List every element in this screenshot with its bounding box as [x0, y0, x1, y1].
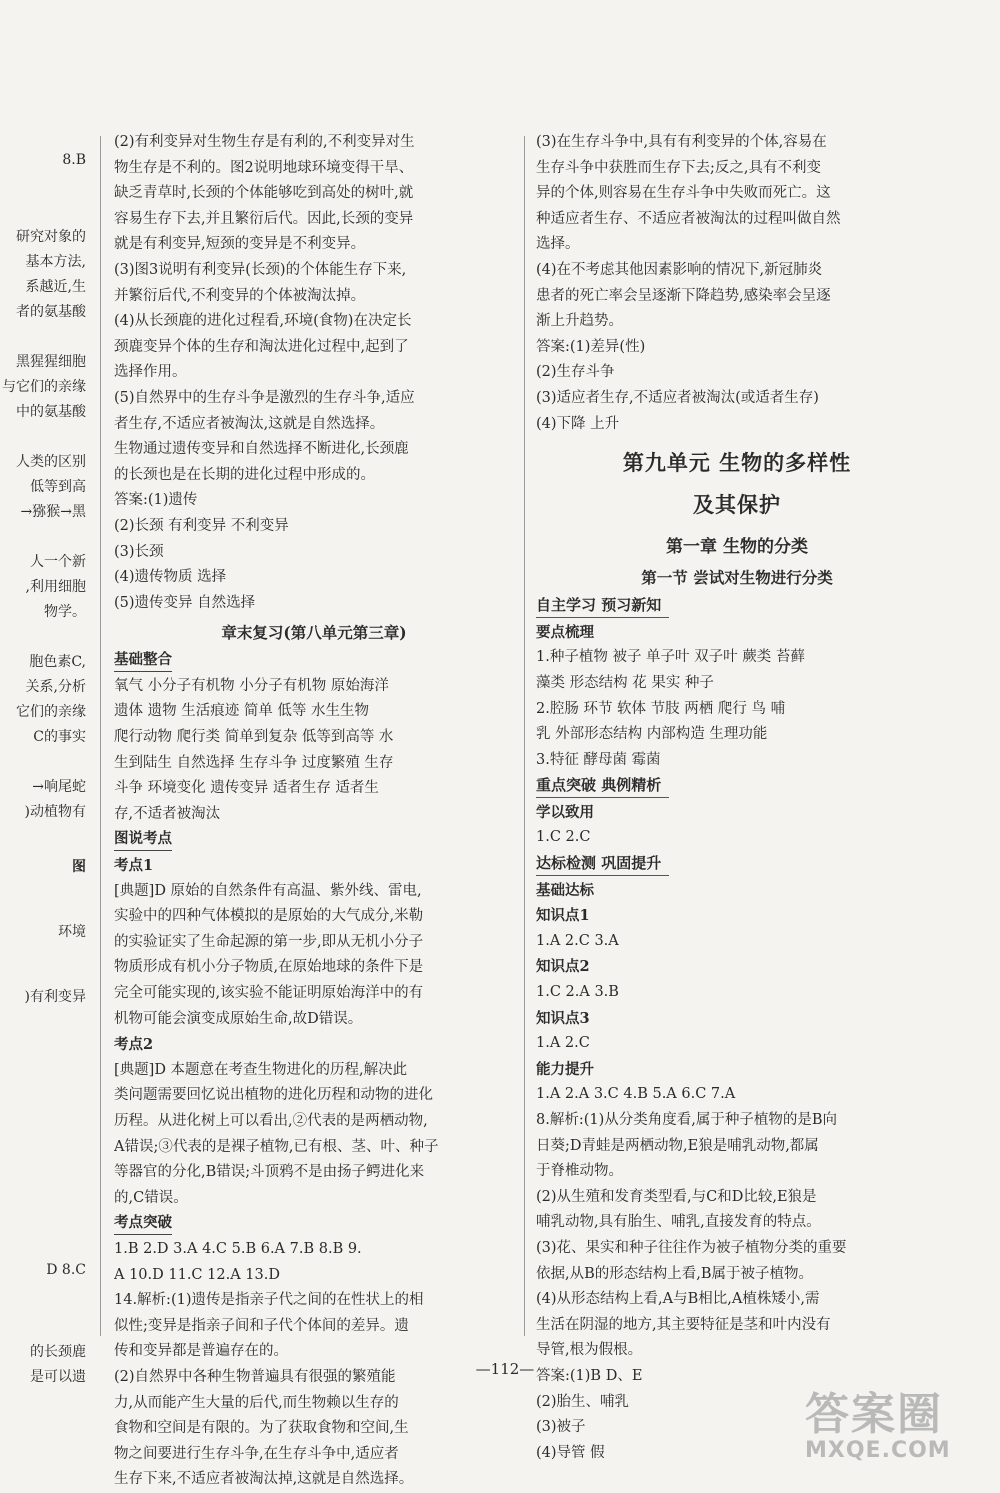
text-line: 藻类 形态结构 花 果实 种子 [536, 674, 714, 691]
text-line: 斗争 环境变化 遗传变异 适者生存 适者生 [114, 780, 379, 797]
text-line: 导管,根为假根。 [536, 1342, 643, 1359]
chapter-review-title: 章末复习(第八单元第三章) [221, 623, 407, 643]
fragment-line: 基本方法, [25, 254, 86, 270]
standard-test-banner: 达标检测 巩固提升 [536, 851, 669, 876]
text-line: 答案:(1)遗传 [114, 492, 198, 509]
fragment-line: )有利变异 [24, 989, 86, 1005]
text-line: [典题]D 本题意在考查生物进化的历程,解决此 [114, 1061, 408, 1078]
ability-improvement-label: 能力提升 [536, 1060, 594, 1078]
text-line: 生存斗争中获胜而生存下去;反之,具有不利变 [536, 159, 821, 176]
middle-column [114, 130, 514, 1493]
fragment-line: 研究对象的 [16, 229, 86, 245]
fragment-line: 人一个新 [30, 554, 86, 570]
text-line: 完全可能实现的,该实验不能证明原始海洋中的有 [114, 985, 424, 1001]
fragment-line: C的事实 [33, 729, 86, 745]
text-line: 14.解析:(1)遗传是指亲子代之间的在性状上的相 [114, 1292, 424, 1309]
text-line: 历程。从进化树上可以看出,②代表的是两栖动物, [114, 1112, 428, 1129]
fragment-line: D 8.C [46, 1262, 86, 1278]
watermark-logo [805, 1389, 990, 1463]
text-line: A 10.D 11.C 12.A 13.D [114, 1266, 280, 1283]
text-line: (2)生存斗争 [536, 364, 615, 381]
text-line: 生活在阴湿的地方,其主要特征是茎和叶内没有 [536, 1316, 831, 1333]
text-line: [典题]D 原始的自然条件有高温、紫外线、雷电, [114, 882, 422, 899]
fragment-line: →响尾蛇 [32, 779, 86, 795]
text-line: 传和变异都是普遍存在的。 [114, 1343, 288, 1360]
kaodian-breakthrough-label: 考点突破 [114, 1211, 172, 1235]
text-line: 食物和空间是有限的。为了获取食物和空间,生 [114, 1420, 409, 1437]
text-line: 实验中的四种气体模拟的是原始的大气成分,米勒 [114, 908, 424, 925]
watermark-text: 答案圈 [805, 1389, 943, 1440]
text-line: 1.B 2.D 3.A 4.C 5.B 6.A 7.B 8.B 9. [114, 1240, 362, 1257]
column-divider-right [524, 136, 525, 1336]
text-line: (2)长颈 有利变异 不利变异 [114, 517, 289, 534]
text-line: (3)被子 [536, 1419, 586, 1436]
unit-title-line-1: 第九单元 生物的多样性 [622, 450, 852, 476]
watermark-url: MXQE.COM [805, 1438, 951, 1463]
key-points-list [536, 645, 938, 773]
text-line: 答案:(1)B D、E [536, 1367, 643, 1384]
knowledge-point-1-answers: 1.A 2.C 3.A [536, 932, 619, 949]
text-line: (5)遗传变异 自然选择 [114, 594, 256, 611]
text-line: A错误;③代表的是裸子植物,已有根、茎、叶、种子 [114, 1138, 439, 1155]
text-line: 物质形成有机小分子物质,在原始地球的条件下是 [114, 959, 424, 976]
text-line: 患者的死亡率会呈逐渐下降趋势,感染率会呈逐 [536, 287, 831, 304]
text-line: (3)图3说明有利变异(长颈)的个体能生存下来, [114, 261, 407, 278]
kaodian-2-label: 考点2 [114, 1036, 154, 1054]
text-line: 爬行动物 爬行类 简单到复杂 低等到高等 水 [114, 729, 394, 746]
basic-integration-label: 基础整合 [114, 648, 172, 672]
knowledge-point-2-label: 知识点2 [536, 958, 590, 976]
fragment-line: 它们的亲缘 [16, 704, 86, 720]
text-line: 渐上升趋势。 [536, 313, 623, 330]
fragment-line: 低等到高 [30, 479, 86, 495]
fragment-line: 胞色素C, [29, 654, 86, 670]
text-line: 者生存,不适应者被淘汰,这就是自然选择。 [114, 415, 385, 432]
fragment-line: 系越近,生 [25, 279, 86, 295]
self-study-banner: 自主学习 预习新知 [536, 593, 669, 618]
text-line: (4)导管 假 [536, 1444, 605, 1461]
unit-title-line-2: 及其保护 [693, 492, 781, 518]
text-line: 1.A 2.A 3.C 4.B 5.A 6.C 7.A [536, 1086, 736, 1103]
text-line: 颈鹿变异个体的生存和淘汰进化过程中,起到了 [114, 338, 409, 355]
text-line: 容易生存下去,并且繁衍后代。因此,长颈的变异 [114, 210, 414, 227]
text-line: 哺乳动物,具有胎生、哺乳,直接发育的特点。 [536, 1214, 821, 1231]
text-line: 日葵;D青蛙是两栖动物,E狼是哺乳动物,都属 [536, 1137, 819, 1154]
apply-learning-answers: 1.C 2.C [536, 829, 591, 846]
text-line: (3)长颈 [114, 543, 164, 560]
fragment-line: 与它们的亲缘 [2, 379, 86, 395]
fragment-line: 的长颈鹿 [30, 1344, 86, 1360]
kaodian-1-text [114, 879, 514, 1033]
text-line: (4)从长颈鹿的进化过程看,环境(食物)在决定长 [114, 313, 412, 330]
fragment-line: 图 [72, 859, 86, 875]
fragment-line: 是可以遗 [30, 1369, 86, 1385]
text-line: 的实验证实了生命起源的第一步,即从无机小分子 [114, 933, 424, 950]
fragment-line: 8.B [62, 152, 86, 168]
text-line: 于脊椎动物。 [536, 1163, 623, 1180]
text-line: 1.种子植物 被子 单子叶 双子叶 蕨类 苔藓 [536, 649, 805, 666]
text-line: 生到陆生 自然选择 生存斗争 过度繁殖 生存 [114, 754, 394, 771]
text-line: 的,C错误。 [114, 1189, 188, 1206]
text-line: 力,从而能产生大量的后代,而生物赖以生存的 [114, 1394, 399, 1411]
text-line: (2)自然界中各种生物普遍具有很强的繁殖能 [114, 1368, 396, 1385]
text-line: (3)花、果实和种子往往作为被子植物分类的重要 [536, 1239, 847, 1256]
text-line: 似性;变异是指亲子间和子代个体间的差异。遗 [114, 1317, 409, 1334]
mid-answer-block [114, 130, 514, 616]
text-line: (3)在生存斗争中,具有有利变异的个体,容易在 [536, 134, 827, 150]
text-line: 缺乏青草时,长颈的个体能够吃到高处的树叶,就 [114, 185, 414, 202]
text-line: 乳 外部形态结构 内部构造 生理功能 [536, 726, 768, 743]
text-line: 等器官的分化,B错误;斗顶鸦不是由扬子鳄进化来 [114, 1164, 425, 1181]
text-line: 生存下来,不适应者被淘汰掉,这就是自然选择。 [114, 1471, 414, 1488]
section-title: 第一节 尝试对生物进行分类 [641, 568, 833, 588]
text-line: 物之间要进行生存斗争,在生存斗争中,适应者 [114, 1445, 399, 1462]
text-line: (3)适应者生存,不适应者被淘汰(或适者生存) [536, 389, 819, 406]
text-line: 选择作用。 [114, 364, 187, 381]
fragment-line: 物学。 [44, 604, 86, 620]
fragment-line: )动植物有 [24, 804, 86, 820]
fragment-line: 人类的区别 [16, 454, 86, 470]
knowledge-point-3-answers: 1.A 2.C [536, 1035, 590, 1052]
page-number: —112— [475, 1360, 535, 1378]
fragment-line: 黑猩猩细胞 [16, 354, 86, 370]
basic-integration-list [114, 674, 514, 828]
key-points-label: 要点梳理 [536, 623, 594, 641]
text-line: 选择。 [536, 236, 580, 253]
text-line: (2)胎生、哺乳 [536, 1393, 630, 1410]
fragment-line: ,利用细胞 [25, 579, 86, 595]
fragment-line: →猕猴→黑 [20, 504, 86, 520]
text-line: 机物可能会演变成原始生命,故D错误。 [114, 1010, 363, 1027]
text-line: (5)自然界中的生存斗争是激烈的生存斗争,适应 [114, 389, 415, 406]
knowledge-point-3-label: 知识点3 [536, 1009, 590, 1027]
fragment-line: 中的氨基酸 [16, 404, 86, 420]
text-line: 答案:(1)差异(性) [536, 338, 646, 355]
right-column [536, 130, 938, 1466]
fragment-line: 关系,分析 [25, 679, 86, 695]
apply-learning-label: 学以致用 [536, 803, 594, 821]
text-line: 类问题需要回忆说出植物的进化历程和动物的进化 [114, 1087, 433, 1104]
text-line: 种适应者生存、不适应者被淘汰的过程叫做自然 [536, 210, 841, 227]
fragment-line: 环境 [58, 924, 86, 940]
kaodian-1-label: 考点1 [114, 857, 154, 875]
column-divider-left [100, 136, 101, 1336]
text-line: 就是有利变异,短颈的变异是不利变异。 [114, 236, 366, 253]
text-line: (4)下降 上升 [536, 415, 620, 432]
text-line: 8.解析:(1)从分类角度看,属于种子植物的是B向 [536, 1112, 838, 1128]
text-line: 依据,从B的形态结构上看,B属于被子植物。 [536, 1265, 814, 1282]
text-line: (4)在不考虑其他因素影响的情况下,新冠肺炎 [536, 261, 823, 278]
text-line: 异的个体,则容易在生存斗争中失败而死亡。这 [536, 185, 831, 202]
right-answer-block [536, 130, 938, 437]
text-line: (4)从形态结构上看,A与B相比,A植株矮小,需 [536, 1291, 820, 1308]
chapter-title: 第一章 生物的分类 [666, 537, 808, 558]
basic-standard-label: 基础达标 [536, 881, 594, 899]
fragment-line: 者的氨基酸 [16, 304, 86, 320]
text-line: (4)遗传物质 选择 [114, 569, 227, 586]
text-line: 物生存是不利的。图2说明地球环境变得干旱、 [114, 159, 414, 176]
kaodian-2-text [114, 1058, 514, 1212]
text-line: 遗体 遗物 生活痕迹 简单 低等 水生生物 [114, 703, 370, 720]
diagram-points-label: 图说考点 [114, 827, 172, 851]
text-line: 存,不适者被淘汰 [114, 805, 221, 822]
knowledge-point-2-answers: 1.C 2.A 3.B [536, 984, 619, 1001]
text-line: 2.腔肠 环节 软体 节肢 两栖 爬行 鸟 哺 [536, 700, 786, 717]
text-line: (2)从生殖和发育类型看,与C和D比较,E狼是 [536, 1188, 817, 1205]
text-line: (2)有利变异对生物生存是有利的,不利变异对生 [114, 134, 415, 150]
text-line: 生物通过遗传变异和自然选择不断进化,长颈鹿 [114, 441, 409, 458]
text-line: 氧气 小分子有机物 小分子有机物 原始海洋 [114, 677, 389, 694]
kaodian-breakthrough-text [114, 1237, 514, 1493]
text-line: 的长颈也是在长期的进化过程中形成的。 [114, 466, 375, 483]
text-line: 并繁衍后代,不利变异的个体被淘汰掉。 [114, 287, 366, 304]
knowledge-point-1-label: 知识点1 [536, 907, 590, 925]
key-breakthrough-banner: 重点突破 典例精析 [536, 773, 669, 798]
text-line: 3.特征 酵母菌 霉菌 [536, 751, 661, 768]
